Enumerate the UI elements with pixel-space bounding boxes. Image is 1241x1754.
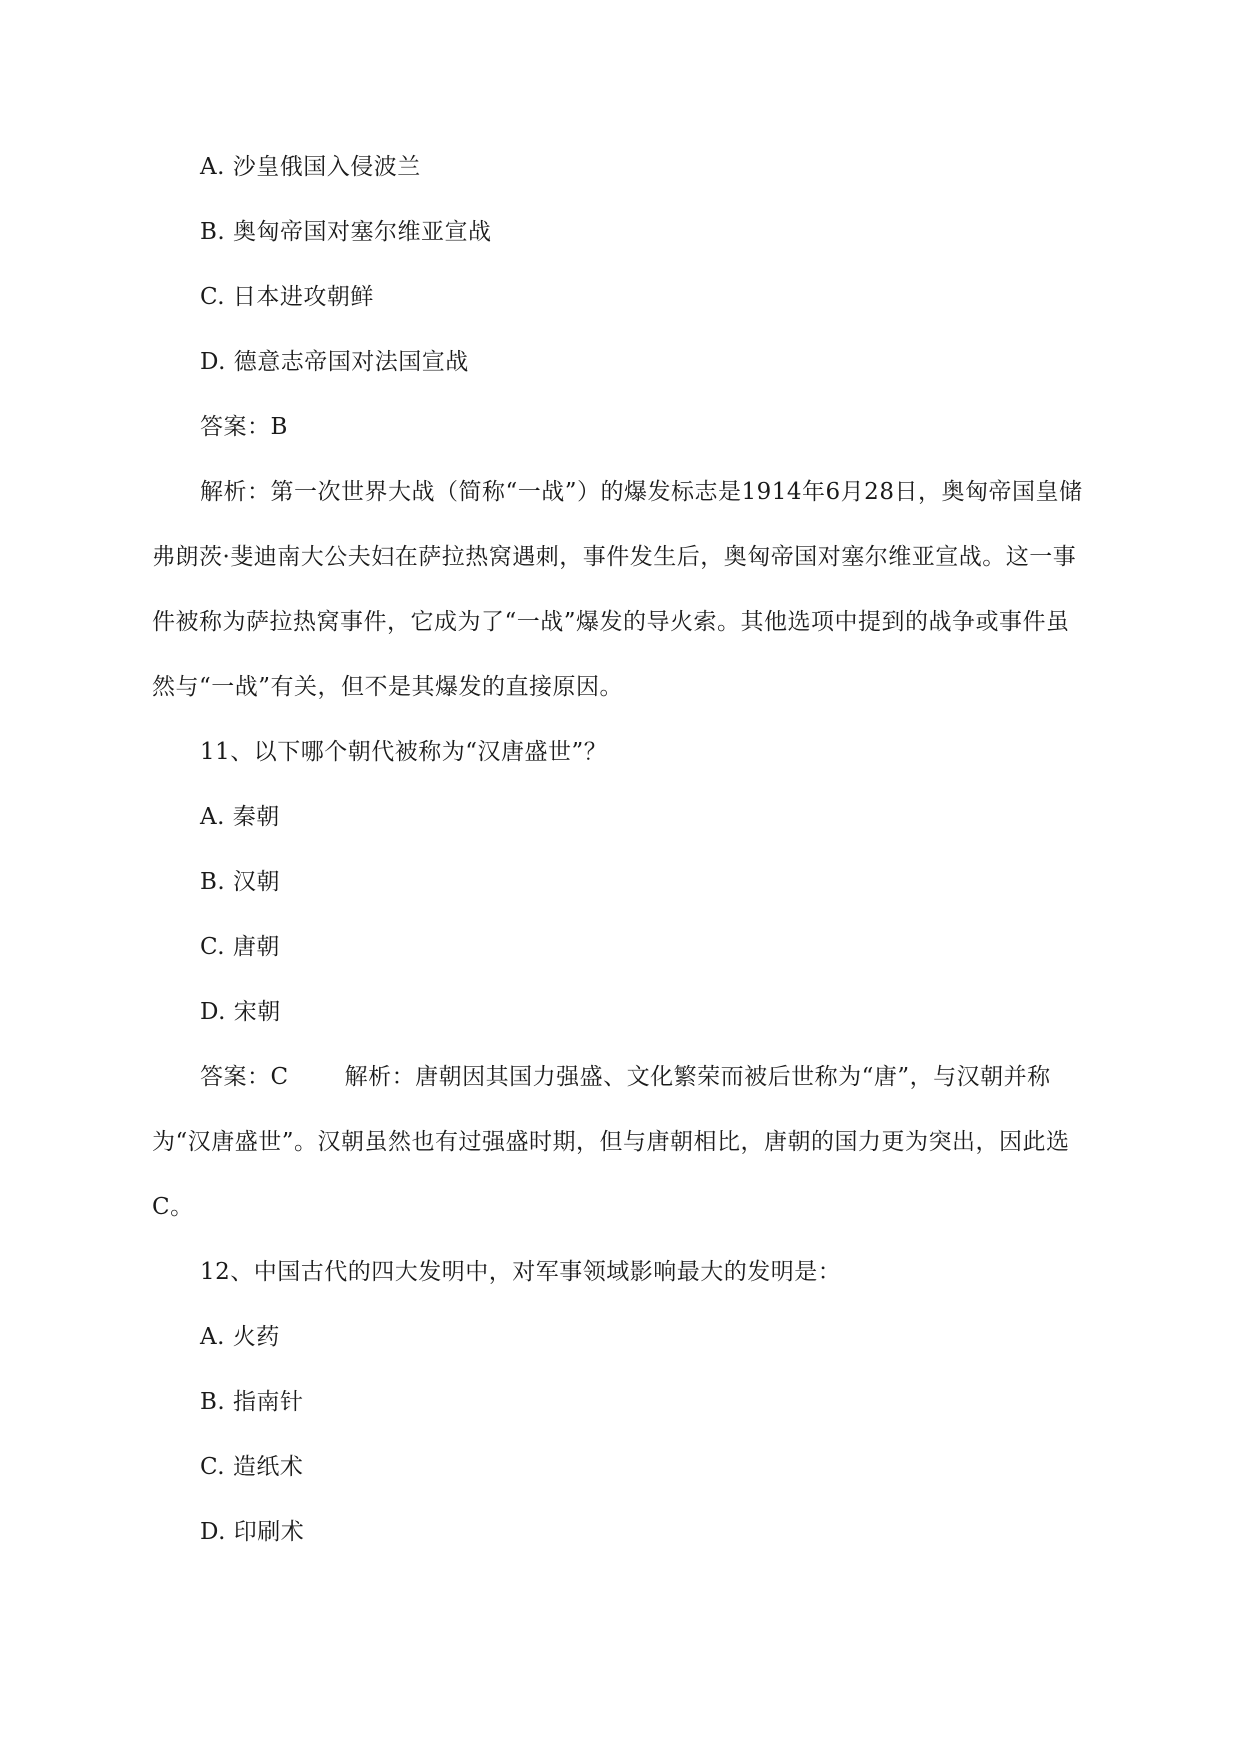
q11-analysis: 解析：唐朝因其国力强盛、文化繁荣而被后世称为“唐”，与汉朝并称为“汉唐盛世”。汉朝虽然也有过强盛时期，但与唐朝相比，唐朝的国力更为突出，因此选C。 xyxy=(152,1064,1070,1220)
q10-option-a: A. 沙皇俄国入侵波兰 xyxy=(200,154,421,180)
q11-option-c: C. 唐朝 xyxy=(200,934,280,960)
q11-option-b: B. 汉朝 xyxy=(200,869,281,895)
q10-option-c: C. 日本进攻朝鲜 xyxy=(200,284,374,310)
q10-analysis: 解析：第一次世界大战（简称“一战”）的爆发标志是1914年6月28日，奥匈帝国皇储弗朗茨·斐迪南大公夫妇在萨拉热窝遇刺，事件发生后，奥匈帝国对塞尔维亚宣战。这一事件被称为萨拉热窝事件，它成为了“一战”爆发的导火索。其他选项中提到的战争或事件虽然与“一战”有关，但不是其爆发的直接原因。 xyxy=(152,479,1083,700)
q11-answer-block xyxy=(152,1045,1088,1240)
q10-option-d: D. 德意志帝国对法国宣战 xyxy=(200,349,469,375)
q11-question: 11、以下哪个朝代被称为“汉唐盛世”？ xyxy=(200,739,608,765)
q12-option-d: D. 印刷术 xyxy=(200,1519,305,1545)
q12-question: 12、中国古代的四大发明中，对军事领域影响最大的发明是： xyxy=(200,1259,842,1285)
q12-option-b: B. 指南针 xyxy=(200,1389,304,1415)
q12-option-c: C. 造纸术 xyxy=(200,1454,304,1480)
q11-option-a: A. 秦朝 xyxy=(200,804,280,830)
q11-option-d: D. 宋朝 xyxy=(200,999,281,1025)
q12-option-a: A. 火药 xyxy=(200,1324,280,1350)
q10-answer: 答案：B xyxy=(200,414,288,440)
q11-answer: 答案：C xyxy=(200,1064,289,1090)
q10-option-b: B. 奥匈帝国对塞尔维亚宣战 xyxy=(200,219,492,245)
